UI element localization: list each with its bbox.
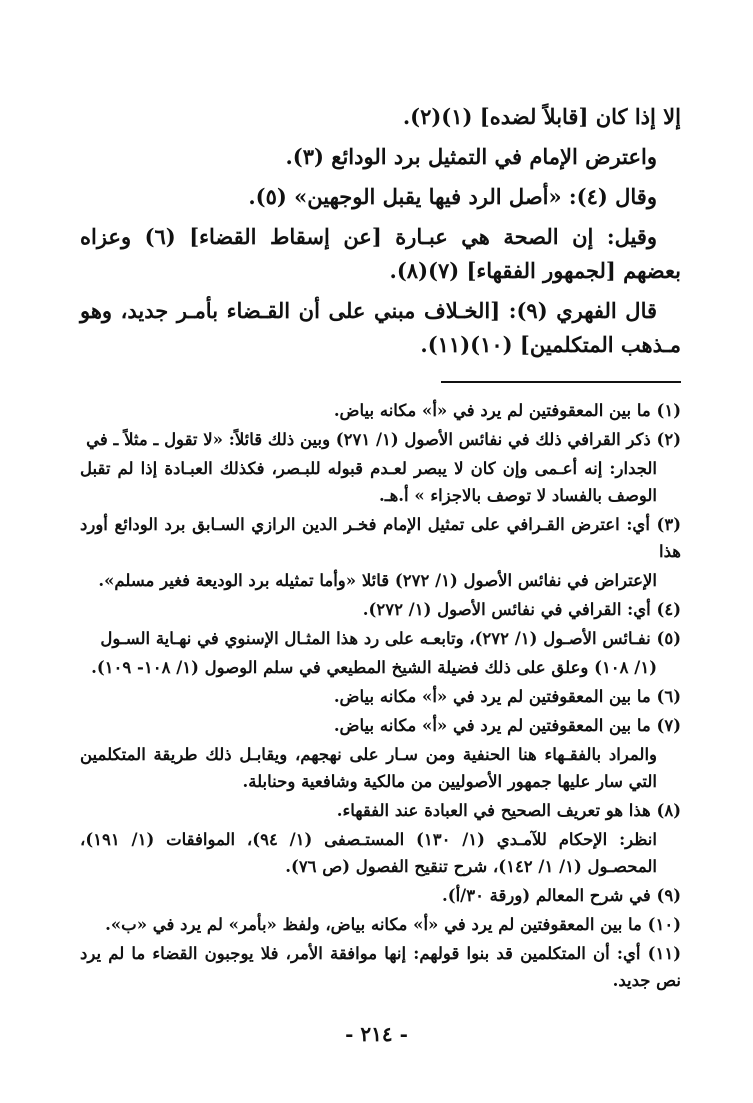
footnote-divider <box>441 381 681 383</box>
footnote-9: (٩) في شرح المعالم (ورقة ٣٠/أ). <box>442 886 681 905</box>
footnote-8: (٨) هذا هو تعريف الصحيح في العبادة عند الفقهاء. <box>336 801 681 820</box>
footnote-5-continuation: (١/ ١٠٨) وعلق على ذلك فضيلة الشيخ المطيعي في سلم الوصول (١/ ١٠٨- ١٠٩). <box>91 658 657 677</box>
main-paragraph-3: وقال (٤): «أصل الرد فيها يقبل الوجهين» (٥). <box>248 184 657 209</box>
footnote-5: (٥) نفـائس الأصـول (١/ ٢٧٢)، وتابعـه على رد هذا المثـال الإسنوي في نهـاية السـول <box>100 629 681 648</box>
footnote-7-continuation: والمراد بالفقـهاء هنا الحنفية ومن سـار على نهجهم، ويقابـل ذلك طريقة المتكلمين التي سار عليها جمهور الأصوليين من مالكية وشافعية وحنابلة. <box>80 745 657 791</box>
page-number: - ٢١٤ - <box>345 1022 408 1046</box>
footnote-3: (٣) أي: اعترض القـرافي على تمثيل الإمام فخـر الدين الرازي السـابق برد الودائع أورد هذا <box>80 515 681 561</box>
footnote-2-continuation: الجدار: إنه أعـمى وإن كان لا يبصر لعـدم قبوله للبـصر، فكذلك العبـادة إذا لم تقبل الوصف بالفساد لا توصف بالاجزاء » أ.هـ. <box>80 459 657 505</box>
footnote-4: (٤) أي: القرافي في نفائس الأصول (١/ ٢٧٢). <box>362 600 681 619</box>
footnote-2: (٢) ذكر القرافي ذلك في نفائس الأصول (١/ ٢٧١) وبين ذلك قائلاً: «لا تقول ـ مثلاً ـ في <box>86 430 681 449</box>
footnote-3-continuation: الإعتراض في نفائس الأصول (١/ ٢٧٢) قائلا «وأما تمثيله برد الوديعة فغير مسلم». <box>98 571 657 590</box>
footnote-10: (١٠) ما بين المعقوفتين لم يرد في «أ» مكانه بياض، ولفظ «بأمر» لم يرد في «ب». <box>105 915 681 934</box>
footnote-11: (١١) أي: أن المتكلمين قد بنوا قولهم: إنها موافقة الأمر، فلا يوجبون القضاء ما لم يرد نص جديد. <box>80 944 681 990</box>
main-paragraph-5: قال الفهري (٩): [الخـلاف مبني على أن القـضاء بأمـر جديد، وهو مـذهب المتكلمين] (١٠)(١١). <box>80 298 681 357</box>
footnotes <box>80 397 681 996</box>
main-text <box>80 100 681 368</box>
main-paragraph-1: إلا إذا كان [قابلاً لضده] (١)(٢). <box>402 104 681 129</box>
main-paragraph-4: وقيل: إن الصحة هي عبـارة [عن إسقاط القضاء] (٦) وعزاه بعضهم [لجمهور الفقهاء] (٧)(٨). <box>80 224 681 283</box>
footnote-1: (١) ما بين المعقوفتين لم يرد في «أ» مكانه بياض. <box>333 401 681 420</box>
footnote-6: (٦) ما بين المعقوفتين لم يرد في «أ» مكانه بياض. <box>333 687 681 706</box>
footnote-8-continuation: انظر: الإحكام للآمـدي (١/ ١٣٠) المستـصفى (١/ ٩٤)، الموافقات (١/ ١٩١)، المحصـول (١/ ١/ ١٤٢)، شرح تنقيح الفصول (ص ٧٦). <box>80 830 657 876</box>
footnote-7: (٧) ما بين المعقوفتين لم يرد في «أ» مكانه بياض. <box>333 716 681 735</box>
main-paragraph-2: واعترض الإمام في التمثيل برد الودائع (٣). <box>285 144 657 169</box>
